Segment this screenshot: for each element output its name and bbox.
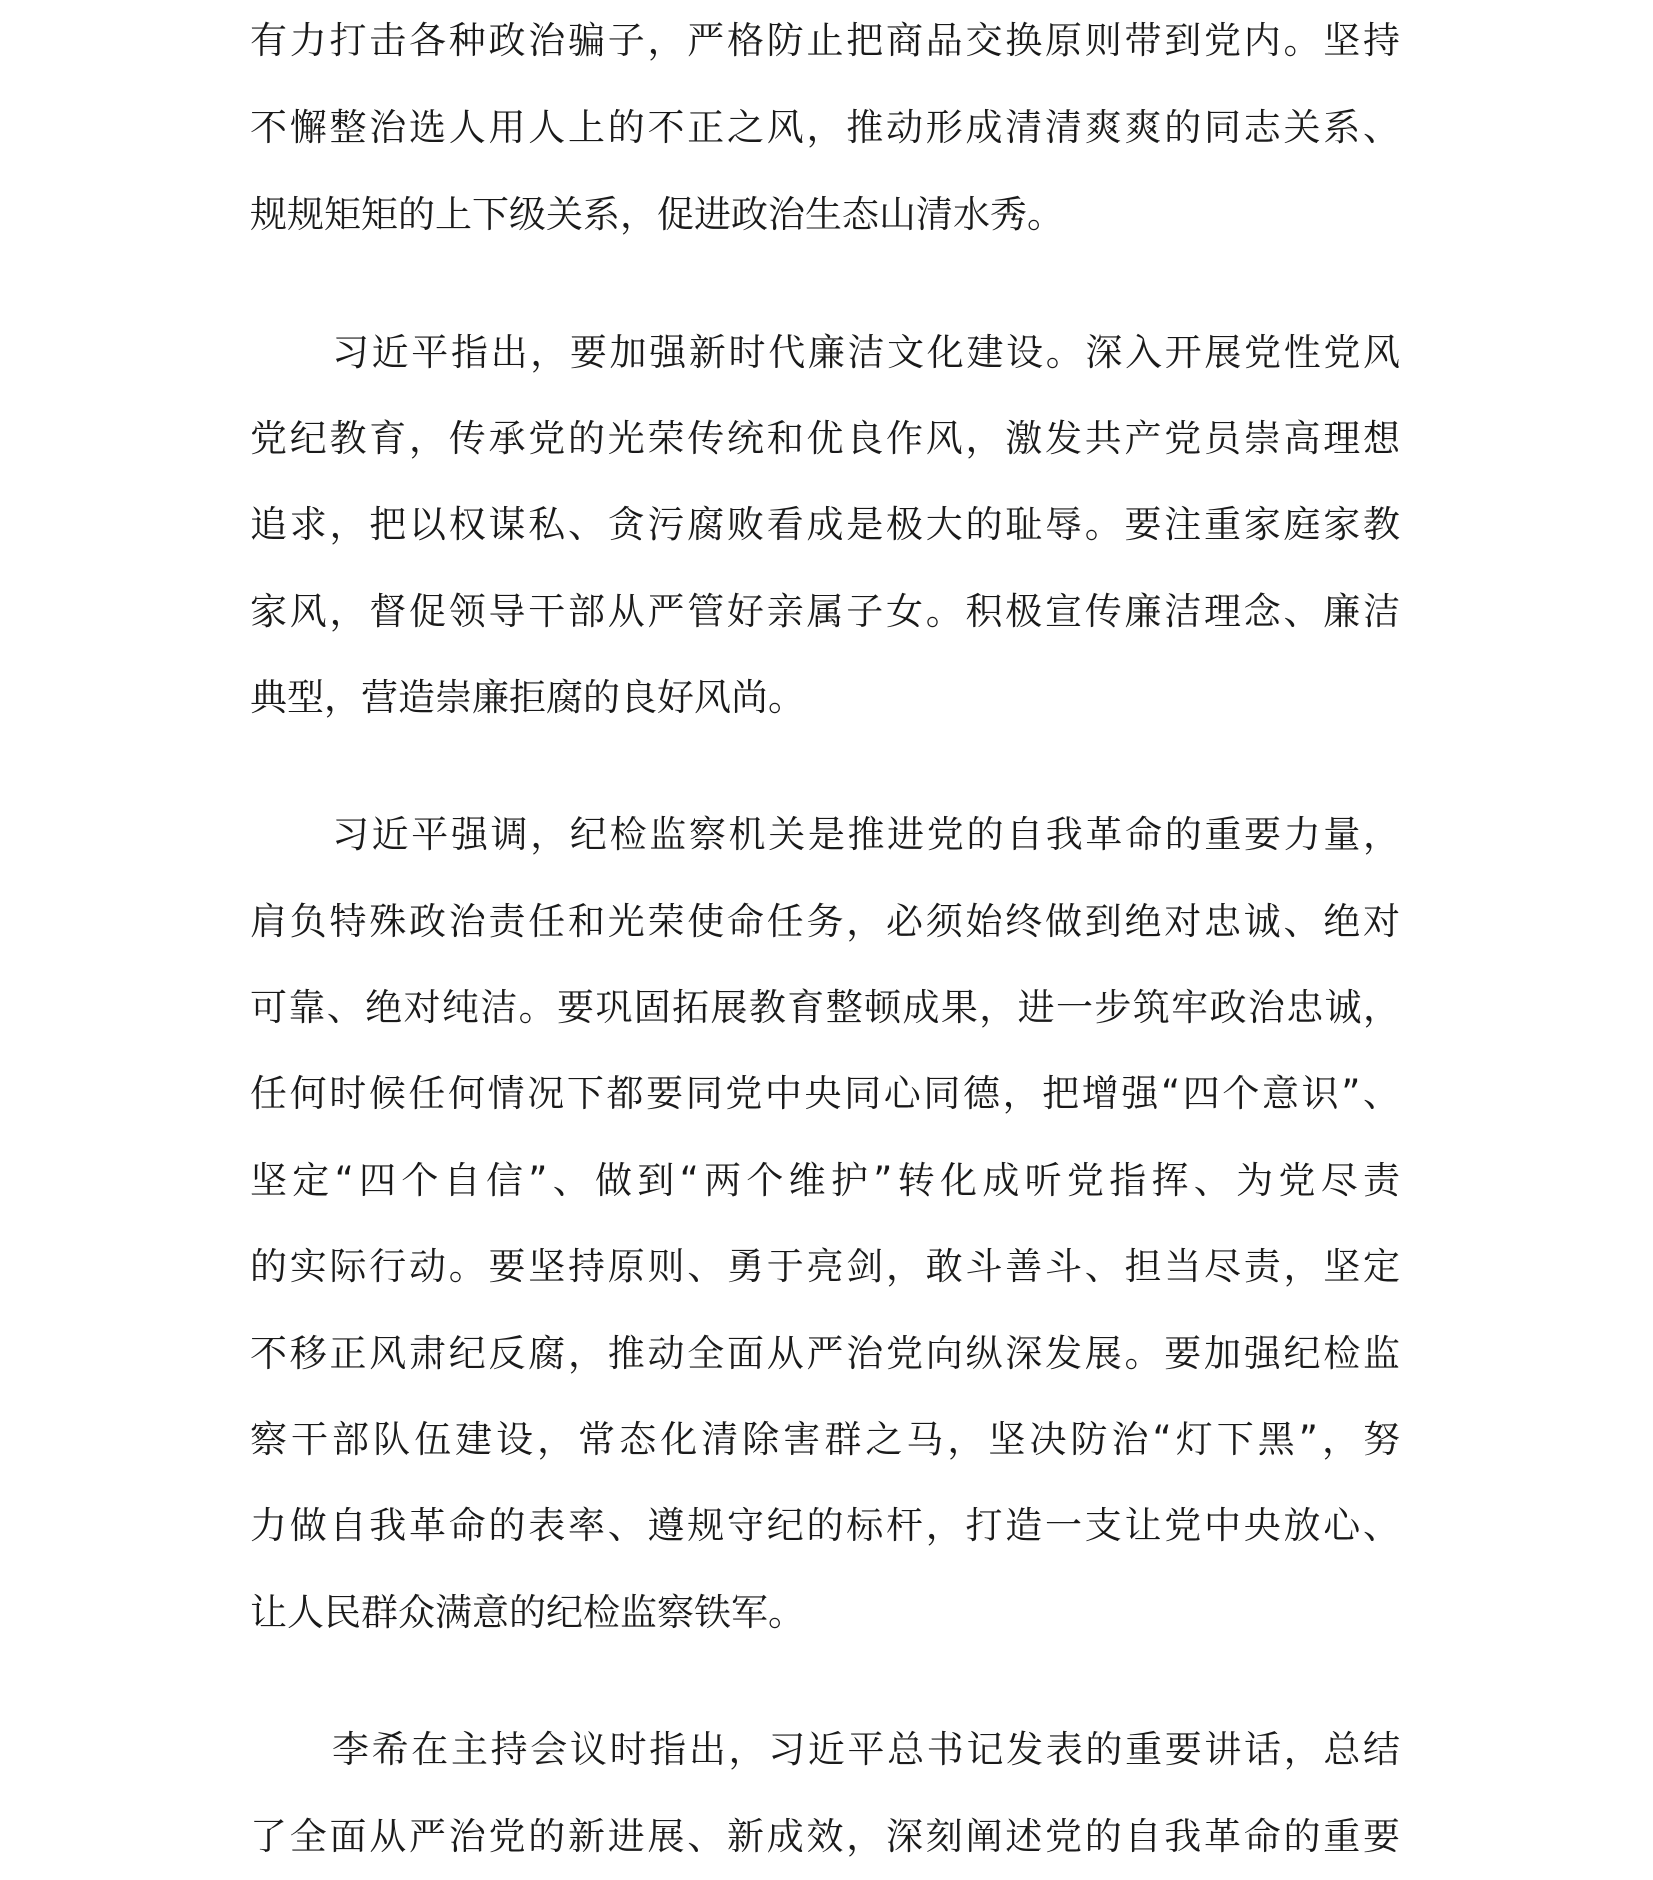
paragraph-3-line-9: 力做自我革命的表率、遵规守纪的标杆，打造一支让党中央放心、 bbox=[250, 1504, 1400, 1547]
paragraph-3-line-10: 让人民群众满意的纪检监察铁军。 bbox=[250, 1591, 805, 1634]
paragraph-1-line-3: 规规矩矩的上下级关系，促进政治生态山清水秀。 bbox=[250, 193, 1064, 236]
paragraph-3-line-8: 察干部队伍建设，常态化清除害群之马，坚决防治“灯下黑”，努 bbox=[250, 1418, 1400, 1461]
paragraph-1-line-2: 不懈整治选人用人上的不正之风，推动形成清清爽爽的同志关系、 bbox=[250, 106, 1400, 149]
paragraph-3-line-2: 肩负特殊政治责任和光荣使命任务，必须始终做到绝对忠诚、绝对 bbox=[250, 900, 1400, 943]
paragraph-2-line-1: 习近平指出，要加强新时代廉洁文化建设。深入开展党性党风 bbox=[332, 331, 1400, 374]
paragraph-3-line-6: 的实际行动。要坚持原则、勇于亮剑，敢斗善斗、担当尽责，坚定 bbox=[250, 1245, 1400, 1288]
paragraph-2-line-2: 党纪教育，传承党的光荣传统和优良作风，激发共产党员崇高理想 bbox=[250, 417, 1400, 460]
paragraph-4-line-2: 了全面从严治党的新进展、新成效，深刻阐述党的自我革命的重要 bbox=[250, 1815, 1400, 1858]
paragraph-3-line-7: 不移正风肃纪反腐，推动全面从严治党向纵深发展。要加强纪检监 bbox=[250, 1332, 1400, 1375]
paragraph-1-line-1: 有力打击各种政治骗子，严格防止把商品交换原则带到党内。坚持 bbox=[250, 19, 1400, 62]
paragraph-3-line-4: 任何时候任何情况下都要同党中央同心同德，把增强“四个意识”、 bbox=[250, 1072, 1400, 1115]
paragraph-3-line-5: 坚定“四个自信”、做到“两个维护”转化成听党指挥、为党尽责 bbox=[250, 1159, 1400, 1202]
paragraph-2-line-4: 家风，督促领导干部从严管好亲属子女。积极宣传廉洁理念、廉洁 bbox=[250, 590, 1400, 633]
paragraph-4-line-1: 李希在主持会议时指出，习近平总书记发表的重要讲话，总结 bbox=[332, 1728, 1400, 1771]
paragraph-3-line-1: 习近平强调，纪检监察机关是推进党的自我革命的重要力量， bbox=[332, 813, 1400, 856]
paragraph-2-line-3: 追求，把以权谋私、贪污腐败看成是极大的耻辱。要注重家庭家教 bbox=[250, 503, 1400, 546]
paragraph-3-line-3: 可靠、绝对纯洁。要巩固拓展教育整顿成果，进一步筑牢政治忠诚， bbox=[250, 986, 1400, 1029]
paragraph-2-line-5: 典型，营造崇廉拒腐的良好风尚。 bbox=[250, 676, 805, 719]
